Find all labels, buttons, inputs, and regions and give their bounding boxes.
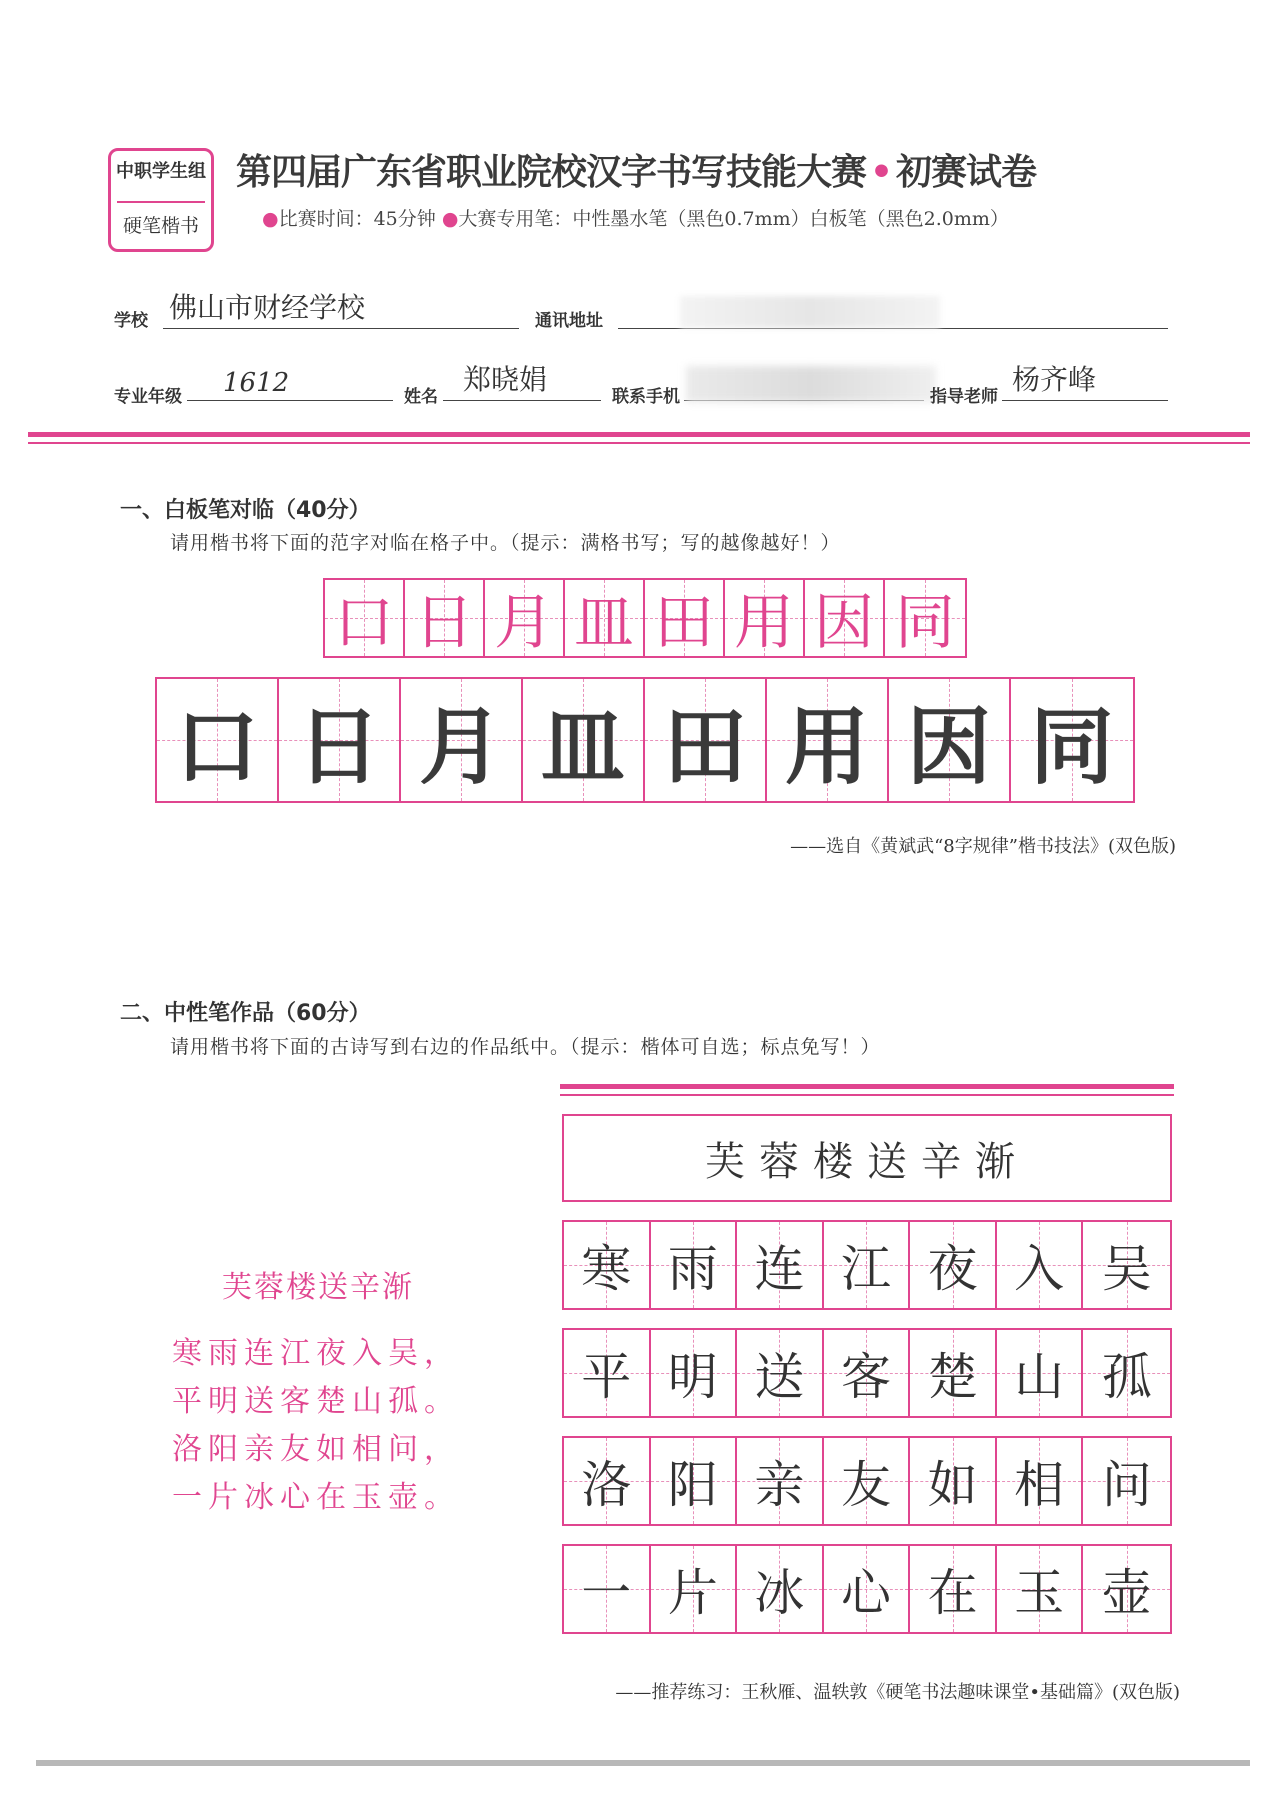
page-title bbox=[236, 144, 1036, 195]
work-char: 入 bbox=[1014, 1240, 1065, 1298]
written-char: 日 bbox=[296, 697, 381, 796]
model-char: 田 bbox=[654, 588, 714, 658]
written-char: 口 bbox=[174, 697, 259, 796]
title-tail: 初赛试卷 bbox=[896, 152, 1037, 193]
work-char: 一 bbox=[581, 1564, 632, 1622]
major-field[interactable] bbox=[187, 370, 393, 401]
model-char: 日 bbox=[414, 588, 474, 658]
model-char-grid bbox=[323, 578, 967, 658]
model-char: 因 bbox=[814, 588, 874, 658]
work-char-cell[interactable] bbox=[564, 1546, 651, 1632]
written-char: 用 bbox=[784, 697, 869, 796]
work-char: 寒 bbox=[581, 1240, 632, 1298]
work-char: 明 bbox=[667, 1348, 718, 1406]
school-label: 学校 bbox=[114, 311, 148, 331]
subtitle-time: 比赛时间：45分钟 bbox=[278, 208, 436, 230]
work-char-cell[interactable] bbox=[1083, 1222, 1170, 1308]
header-divider bbox=[28, 432, 1250, 437]
model-char: 同 bbox=[895, 588, 955, 658]
name-label: 姓名 bbox=[404, 387, 438, 407]
work-char-cell[interactable] bbox=[1083, 1330, 1170, 1416]
work-char-cell[interactable] bbox=[997, 1546, 1084, 1632]
work-char-cell[interactable] bbox=[824, 1222, 911, 1308]
poem-line: 寒雨连江夜入吴， bbox=[172, 1336, 460, 1371]
work-char: 山 bbox=[1014, 1348, 1065, 1406]
work-char-cell[interactable] bbox=[824, 1438, 911, 1524]
model-char-cell bbox=[325, 580, 405, 656]
work-char-cell[interactable] bbox=[997, 1330, 1084, 1416]
work-char: 阳 bbox=[667, 1456, 718, 1514]
work-char: 片 bbox=[667, 1564, 718, 1622]
work-row bbox=[562, 1436, 1172, 1526]
section1-source: ——选自《黄斌武“8字规律”楷书技法》(双色版) bbox=[790, 836, 1176, 857]
poem-text bbox=[172, 1330, 460, 1522]
work-char-cell[interactable] bbox=[824, 1546, 911, 1632]
section1-instruction: 请用楷书将下面的范字对临在格子中。（提示：满格书写；写的越像越好！） bbox=[170, 532, 841, 554]
practice-char-grid[interactable] bbox=[155, 677, 1135, 803]
badge-bottom: 硬笔楷书 bbox=[122, 215, 199, 237]
major-value: 1612 bbox=[223, 368, 290, 398]
teacher-label: 指导老师 bbox=[930, 387, 998, 407]
practice-char-cell[interactable] bbox=[401, 679, 523, 801]
work-row bbox=[562, 1544, 1172, 1634]
work-char-cell[interactable] bbox=[910, 1438, 997, 1524]
phone-label: 联系手机 bbox=[612, 387, 680, 407]
work-char-cell[interactable] bbox=[651, 1438, 738, 1524]
written-char: 同 bbox=[1029, 697, 1114, 796]
subtitle-pen: 大赛专用笔：中性墨水笔（黑色0.7mm）白板笔（黑色2.0mm） bbox=[458, 208, 1009, 230]
model-char: 月 bbox=[494, 588, 554, 658]
model-char-cell bbox=[405, 580, 485, 656]
model-char-cell bbox=[885, 580, 965, 656]
practice-char-cell[interactable] bbox=[645, 679, 767, 801]
written-char: 月 bbox=[418, 697, 503, 796]
model-char-cell bbox=[805, 580, 885, 656]
work-title: 芙蓉楼送辛渐 bbox=[705, 1138, 1029, 1185]
work-row bbox=[562, 1220, 1172, 1310]
work-char: 雨 bbox=[667, 1240, 718, 1298]
model-char-cell bbox=[485, 580, 565, 656]
work-char: 吴 bbox=[1101, 1240, 1152, 1298]
model-char-cell bbox=[565, 580, 645, 656]
major-label: 专业年级 bbox=[114, 387, 182, 407]
work-char-cell[interactable] bbox=[997, 1438, 1084, 1524]
work-char: 平 bbox=[581, 1348, 632, 1406]
address-label: 通讯地址 bbox=[535, 311, 603, 331]
section2-title: 二、中性笔作品（60分） bbox=[120, 1001, 371, 1026]
page-subtitle: ●比赛时间：45分钟 ●大赛专用笔：中性墨水笔（黑色0.7mm）白板笔（黑色2.0mm） bbox=[262, 208, 1009, 230]
work-char-cell[interactable] bbox=[997, 1222, 1084, 1308]
work-char: 夜 bbox=[927, 1240, 978, 1298]
work-char-cell[interactable] bbox=[651, 1330, 738, 1416]
work-char-cell[interactable] bbox=[737, 1330, 824, 1416]
badge-top: 中职学生组 bbox=[116, 161, 206, 182]
work-title-box[interactable] bbox=[562, 1114, 1172, 1202]
work-paper bbox=[560, 1084, 1174, 1644]
work-char: 壶 bbox=[1101, 1564, 1152, 1622]
bottom-edge bbox=[36, 1760, 1250, 1766]
work-char: 楚 bbox=[927, 1348, 978, 1406]
school-value: 佛山市财经学校 bbox=[169, 291, 366, 324]
work-char-cell[interactable] bbox=[737, 1546, 824, 1632]
work-row bbox=[562, 1328, 1172, 1418]
work-char: 相 bbox=[1014, 1456, 1065, 1514]
practice-char-cell[interactable] bbox=[523, 679, 645, 801]
address-redaction bbox=[680, 296, 940, 328]
model-char: 用 bbox=[734, 588, 794, 658]
written-char: 皿 bbox=[540, 697, 625, 796]
teacher-field[interactable] bbox=[1002, 363, 1168, 401]
recommendation: ——推荐练习：王秋雁、温轶敦《硬笔书法趣味课堂•基础篇》(双色版) bbox=[615, 1682, 1180, 1703]
work-char: 问 bbox=[1101, 1456, 1152, 1514]
work-char: 江 bbox=[840, 1240, 891, 1298]
work-char-cell[interactable] bbox=[564, 1438, 651, 1524]
title-dot: • bbox=[870, 152, 893, 193]
work-char: 在 bbox=[927, 1564, 978, 1622]
model-char-cell bbox=[645, 580, 725, 656]
work-char: 友 bbox=[840, 1456, 891, 1514]
work-char-cell[interactable] bbox=[910, 1330, 997, 1416]
work-char: 客 bbox=[840, 1348, 891, 1406]
work-char-cell[interactable] bbox=[910, 1222, 997, 1308]
work-char: 洛 bbox=[581, 1456, 632, 1514]
poem-line: 洛阳亲友如相问， bbox=[172, 1432, 460, 1467]
section1-title: 一、白板笔对临（40分） bbox=[120, 498, 371, 523]
work-char-cell[interactable] bbox=[651, 1546, 738, 1632]
work-char-cell[interactable] bbox=[824, 1330, 911, 1416]
written-char: 因 bbox=[906, 697, 991, 796]
poem-line: 平明送客楚山孤。 bbox=[172, 1384, 460, 1419]
work-char-cell[interactable] bbox=[737, 1222, 824, 1308]
practice-char-cell[interactable] bbox=[1011, 679, 1133, 801]
written-char: 田 bbox=[662, 697, 747, 796]
section2-instruction: 请用楷书将下面的古诗写到右边的作品纸中。（提示：楷体可自选；标点免写！） bbox=[170, 1036, 881, 1058]
school-field[interactable] bbox=[163, 291, 519, 329]
practice-char-cell[interactable] bbox=[157, 679, 279, 801]
teacher-value: 杨齐峰 bbox=[1012, 363, 1097, 396]
work-char: 孤 bbox=[1101, 1348, 1152, 1406]
work-char-cell[interactable] bbox=[564, 1330, 651, 1416]
work-char-cell[interactable] bbox=[1083, 1438, 1170, 1524]
work-char: 玉 bbox=[1014, 1564, 1065, 1622]
work-char-cell[interactable] bbox=[910, 1546, 997, 1632]
practice-char-cell[interactable] bbox=[767, 679, 889, 801]
work-char: 连 bbox=[754, 1240, 805, 1298]
phone-redaction bbox=[686, 366, 936, 402]
poem-title: 芙蓉楼送辛渐 bbox=[222, 1270, 414, 1305]
work-char-cell[interactable] bbox=[1083, 1546, 1170, 1632]
work-char-cell[interactable] bbox=[651, 1222, 738, 1308]
category-badge bbox=[108, 148, 214, 252]
work-char: 心 bbox=[840, 1564, 891, 1622]
practice-char-cell[interactable] bbox=[889, 679, 1011, 801]
model-char: 口 bbox=[334, 588, 394, 658]
work-char-cell[interactable] bbox=[737, 1438, 824, 1524]
poem-line: 一片冰心在玉壶。 bbox=[172, 1480, 460, 1515]
name-value: 郑晓娟 bbox=[463, 363, 548, 396]
work-char: 送 bbox=[754, 1348, 805, 1406]
work-char-cell[interactable] bbox=[564, 1222, 651, 1308]
title-main: 第四届广东省职业院校汉字书写技能大赛 bbox=[236, 152, 867, 193]
work-char: 冰 bbox=[754, 1564, 805, 1622]
practice-char-cell[interactable] bbox=[279, 679, 401, 801]
model-char-cell bbox=[725, 580, 805, 656]
model-char: 皿 bbox=[574, 588, 634, 658]
name-field[interactable] bbox=[443, 363, 601, 401]
work-char: 如 bbox=[927, 1456, 978, 1514]
work-char: 亲 bbox=[754, 1456, 805, 1514]
